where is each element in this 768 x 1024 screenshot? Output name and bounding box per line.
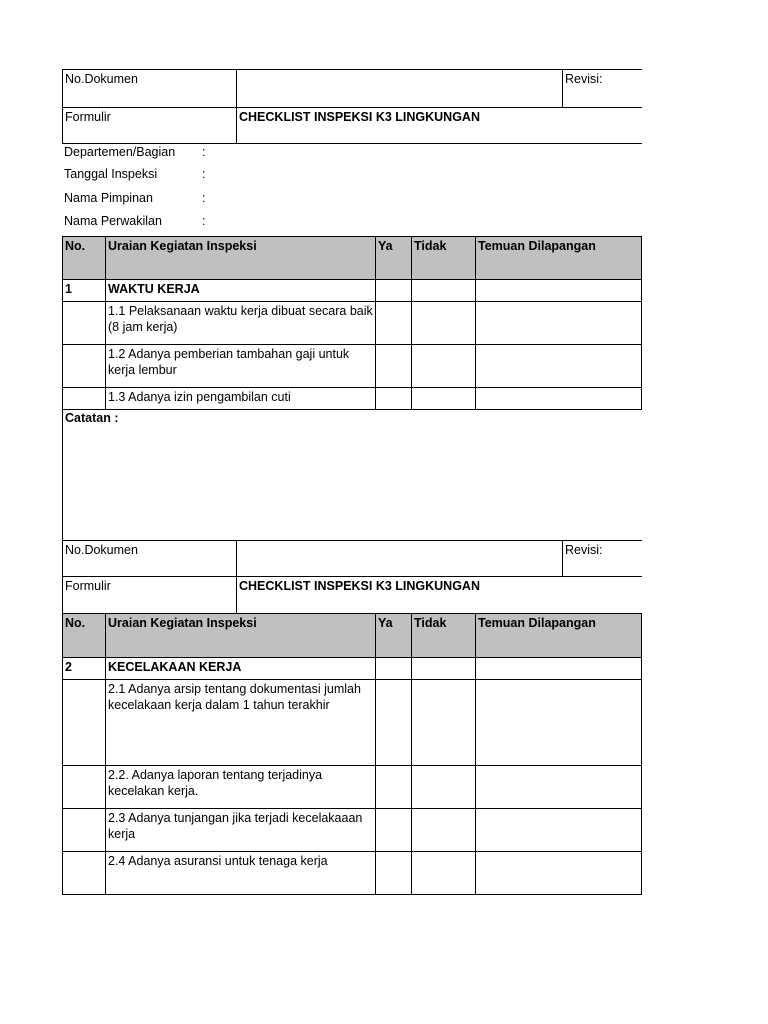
info-pimpinan: Nama Pimpinan : (64, 191, 206, 205)
ya-cell[interactable] (376, 345, 412, 388)
table-header-row (63, 237, 642, 280)
section-row (63, 280, 642, 302)
no-dokumen-value[interactable] (237, 541, 563, 577)
tidak-cell[interactable] (412, 302, 476, 345)
section-number: 1 (63, 280, 106, 302)
revisi-label: Revisi: (563, 70, 642, 108)
ya-cell[interactable] (376, 280, 412, 302)
col-uraian: Uraian Kegiatan Inspeksi (106, 237, 376, 280)
table-row (63, 388, 642, 410)
info-perwakilan: Nama Perwakilan : (64, 214, 206, 228)
item-text: 2.4 Adanya asuransi untuk tenaga kerja (106, 852, 376, 895)
temuan-cell[interactable] (476, 280, 642, 302)
item-text: 2.1 Adanya arsip tentang dokumentasi jumlah kecelakaan kerja dalam 1 tahun terakhir (106, 680, 376, 766)
form-title: CHECKLIST INSPEKSI K3 LINGKUNGAN (237, 577, 642, 614)
tidak-cell[interactable] (412, 345, 476, 388)
table-row (63, 302, 642, 345)
item-text: 1.3 Adanya izin pengambilan cuti (106, 388, 376, 410)
col-temuan: Temuan Dilapangan (476, 237, 642, 280)
section-row (63, 658, 642, 680)
checklist-table-2 (62, 613, 642, 895)
no-dokumen-value[interactable] (237, 70, 563, 108)
item-text: 1.1 Pelaksanaan waktu kerja dibuat secara baik (8 jam kerja) (106, 302, 376, 345)
ya-cell[interactable] (376, 809, 412, 852)
temuan-cell[interactable] (476, 345, 642, 388)
catatan-area[interactable] (62, 410, 641, 540)
item-text: 1.2 Adanya pemberian tambahan gaji untuk kerja lembur (106, 345, 376, 388)
catatan-label: Catatan : (65, 411, 119, 425)
col-tidak: Tidak (412, 614, 476, 658)
tidak-cell[interactable] (412, 388, 476, 410)
info-departemen-label: Departemen/Bagian (64, 145, 176, 159)
tidak-cell[interactable] (412, 658, 476, 680)
formulir-label: Formulir (63, 577, 237, 614)
tidak-cell[interactable] (412, 680, 476, 766)
tidak-cell[interactable] (412, 852, 476, 895)
item-text: 2.2. Adanya laporan tentang terjadinya kecelakan kerja. (106, 766, 376, 809)
tidak-cell[interactable] (412, 809, 476, 852)
info-pimpinan-label: Nama Pimpinan (64, 191, 153, 205)
col-uraian: Uraian Kegiatan Inspeksi (106, 614, 376, 658)
table-header-row (63, 614, 642, 658)
info-tanggal: Tanggal Inspeksi : (64, 167, 206, 181)
col-temuan: Temuan Dilapangan (476, 614, 642, 658)
ya-cell[interactable] (376, 302, 412, 345)
info-departemen: Departemen/Bagian : (64, 145, 206, 159)
ya-cell[interactable] (376, 852, 412, 895)
temuan-cell[interactable] (476, 852, 642, 895)
ya-cell[interactable] (376, 680, 412, 766)
info-perwakilan-label: Nama Perwakilan (64, 214, 162, 228)
revisi-label: Revisi: (563, 541, 642, 577)
table-row (63, 680, 642, 766)
col-ya: Ya (376, 614, 412, 658)
table-row (63, 852, 642, 895)
col-no: No. (63, 237, 106, 280)
formulir-label: Formulir (63, 108, 237, 144)
table-row (63, 809, 642, 852)
col-no: No. (63, 614, 106, 658)
temuan-cell[interactable] (476, 766, 642, 809)
col-tidak: Tidak (412, 237, 476, 280)
table-row (63, 345, 642, 388)
checklist-table-1 (62, 236, 642, 410)
table-row (63, 766, 642, 809)
form-title: CHECKLIST INSPEKSI K3 LINGKUNGAN (237, 108, 642, 144)
document-header-2 (62, 540, 642, 614)
temuan-cell[interactable] (476, 809, 642, 852)
temuan-cell[interactable] (476, 680, 642, 766)
no-dokumen-label: No.Dokumen (63, 70, 237, 108)
info-tanggal-label: Tanggal Inspeksi (64, 167, 158, 181)
section-number: 2 (63, 658, 106, 680)
temuan-cell[interactable] (476, 658, 642, 680)
ya-cell[interactable] (376, 658, 412, 680)
section-title: WAKTU KERJA (106, 280, 376, 302)
document-header-1 (62, 69, 642, 144)
item-text: 2.3 Adanya tunjangan jika terjadi kecelakaaan kerja (106, 809, 376, 852)
temuan-cell[interactable] (476, 388, 642, 410)
ya-cell[interactable] (376, 388, 412, 410)
no-dokumen-label: No.Dokumen (63, 541, 237, 577)
section-title: KECELAKAAN KERJA (106, 658, 376, 680)
ya-cell[interactable] (376, 766, 412, 809)
tidak-cell[interactable] (412, 280, 476, 302)
temuan-cell[interactable] (476, 302, 642, 345)
col-ya: Ya (376, 237, 412, 280)
tidak-cell[interactable] (412, 766, 476, 809)
